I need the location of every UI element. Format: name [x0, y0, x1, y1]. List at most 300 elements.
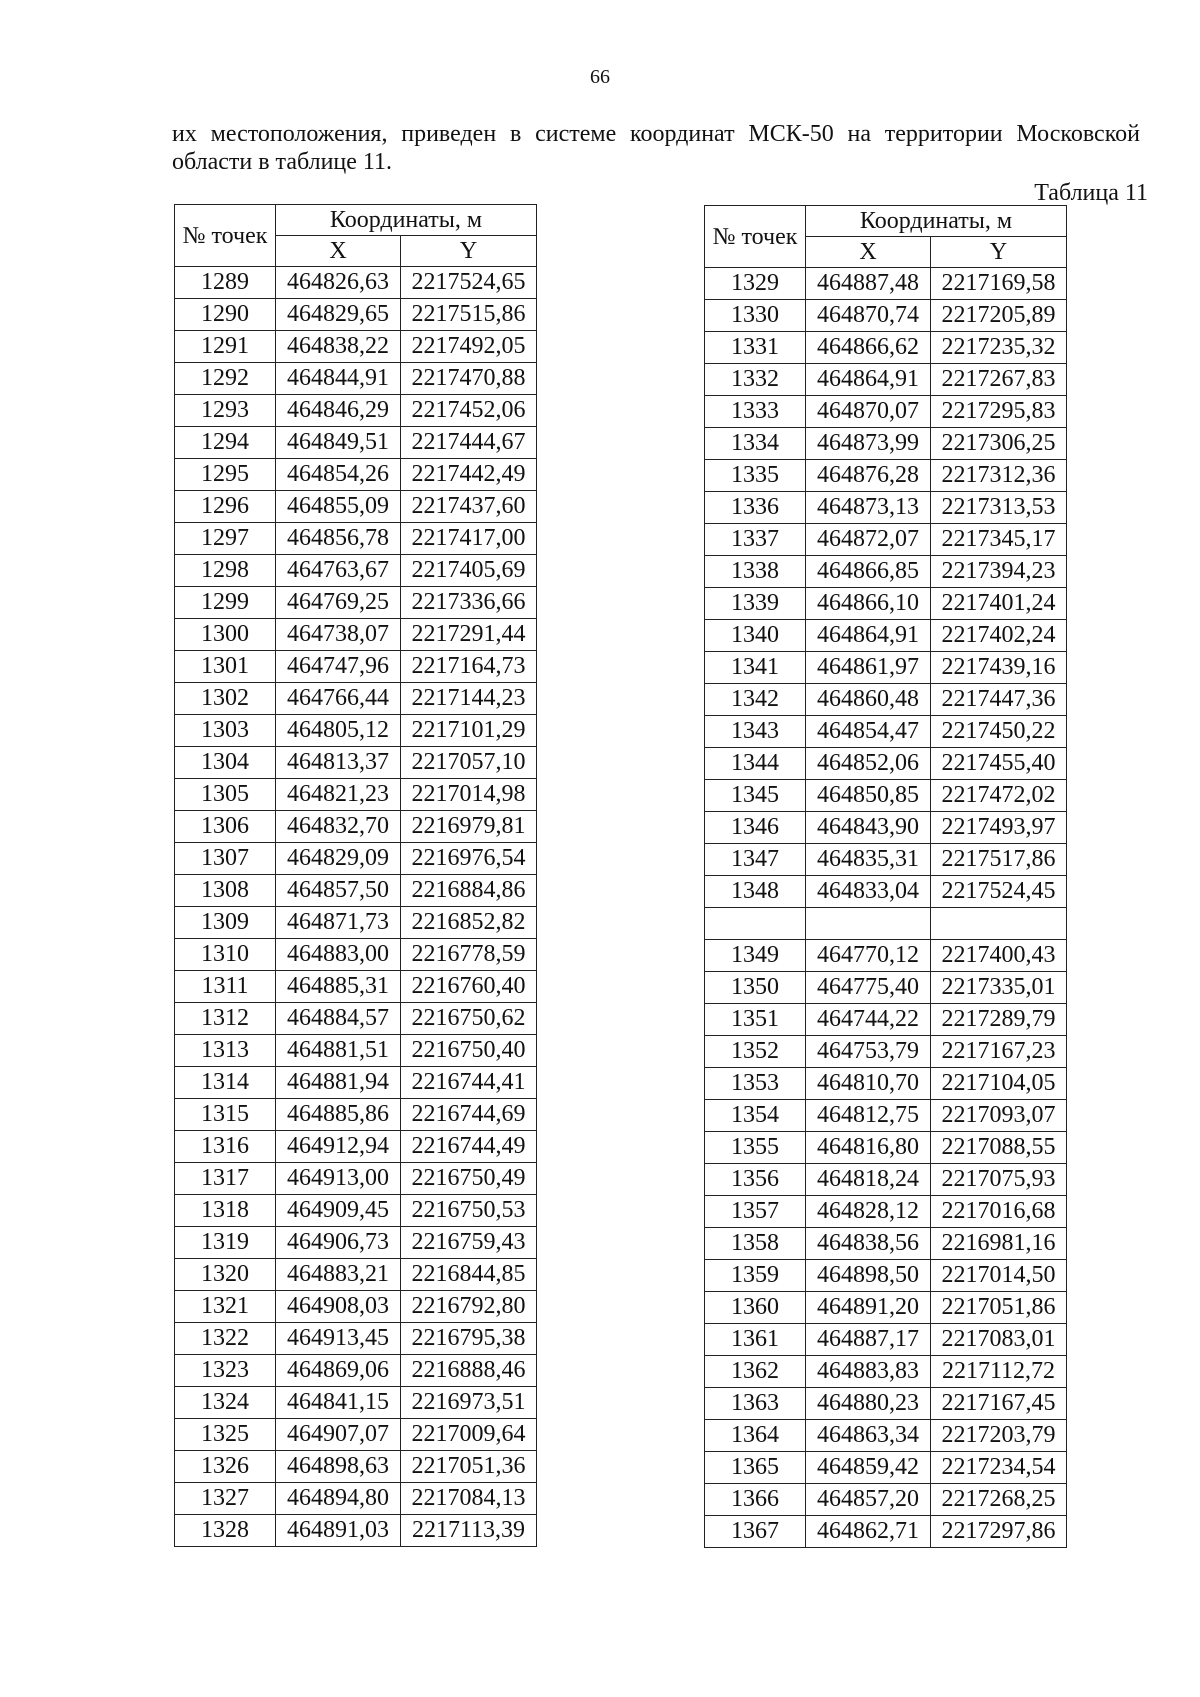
- table-row: [175, 267, 537, 299]
- table-row: [705, 588, 1067, 620]
- x-coordinate-cell: 464857,50: [276, 875, 401, 907]
- y-coordinate-cell: 2216973,51: [401, 1387, 537, 1419]
- table-row: [175, 1451, 537, 1483]
- x-coordinate-cell: 464859,42: [806, 1452, 931, 1484]
- point-number-cell: 1295: [175, 459, 276, 491]
- x-coordinate-cell: 464871,73: [276, 907, 401, 939]
- x-coordinate-cell: 464852,06: [806, 748, 931, 780]
- table-row: [705, 1356, 1067, 1388]
- point-number-cell: 1308: [175, 875, 276, 907]
- y-coordinate-cell: 2217524,65: [401, 267, 537, 299]
- y-coordinate-cell: 2217268,25: [931, 1484, 1067, 1516]
- x-coordinate-cell: 464849,51: [276, 427, 401, 459]
- y-coordinate-cell: 2217167,23: [931, 1036, 1067, 1068]
- table-row: [175, 715, 537, 747]
- header-point-number: № точек: [175, 205, 276, 267]
- point-number-cell: 1346: [705, 812, 806, 844]
- x-coordinate-cell: 464872,07: [806, 524, 931, 556]
- x-coordinate-cell: 464846,29: [276, 395, 401, 427]
- y-coordinate-cell: 2217234,54: [931, 1452, 1067, 1484]
- point-number-cell: 1316: [175, 1131, 276, 1163]
- point-number-cell: 1366: [705, 1484, 806, 1516]
- point-number-cell: 1324: [175, 1387, 276, 1419]
- table-row: [175, 1163, 537, 1195]
- table-row: [175, 1003, 537, 1035]
- x-coordinate-cell: 464881,51: [276, 1035, 401, 1067]
- table-row: [175, 459, 537, 491]
- y-coordinate-cell: 2217051,36: [401, 1451, 537, 1483]
- x-coordinate-cell: 464838,56: [806, 1228, 931, 1260]
- point-number-cell: 1309: [175, 907, 276, 939]
- point-number-cell: 1298: [175, 555, 276, 587]
- y-coordinate-cell: 2216750,49: [401, 1163, 537, 1195]
- point-number-cell: 1326: [175, 1451, 276, 1483]
- x-coordinate-cell: 464873,99: [806, 428, 931, 460]
- x-coordinate-cell: 464860,48: [806, 684, 931, 716]
- table-row: [175, 779, 537, 811]
- x-coordinate-cell: 464880,23: [806, 1388, 931, 1420]
- x-coordinate-cell: 464747,96: [276, 651, 401, 683]
- x-coordinate-cell: 464866,85: [806, 556, 931, 588]
- table-row: [175, 1131, 537, 1163]
- y-coordinate-cell: 2216884,86: [401, 875, 537, 907]
- table-row: [705, 364, 1067, 396]
- point-number-cell: 1294: [175, 427, 276, 459]
- header-x: X: [806, 237, 931, 268]
- table-row: [705, 1164, 1067, 1196]
- table-row: [705, 1260, 1067, 1292]
- point-number-cell: 1331: [705, 332, 806, 364]
- point-number-cell: 1327: [175, 1483, 276, 1515]
- table-row: [175, 1323, 537, 1355]
- y-coordinate-cell: 2217312,36: [931, 460, 1067, 492]
- point-number-cell: [705, 908, 806, 940]
- y-coordinate-cell: 2216759,43: [401, 1227, 537, 1259]
- x-coordinate-cell: 464835,31: [806, 844, 931, 876]
- y-coordinate-cell: 2217057,10: [401, 747, 537, 779]
- point-number-cell: 1367: [705, 1516, 806, 1548]
- x-coordinate-cell: 464912,94: [276, 1131, 401, 1163]
- table-row: [705, 972, 1067, 1004]
- point-number-cell: 1325: [175, 1419, 276, 1451]
- table-row: [705, 844, 1067, 876]
- point-number-cell: 1307: [175, 843, 276, 875]
- table-row: [705, 1132, 1067, 1164]
- table-row: [175, 395, 537, 427]
- point-number-cell: 1313: [175, 1035, 276, 1067]
- y-coordinate-cell: 2217169,58: [931, 268, 1067, 300]
- table-row: [175, 1227, 537, 1259]
- x-coordinate-cell: 464826,63: [276, 267, 401, 299]
- y-coordinate-cell: 2217014,50: [931, 1260, 1067, 1292]
- x-coordinate-cell: 464908,03: [276, 1291, 401, 1323]
- point-number-cell: 1329: [705, 268, 806, 300]
- x-coordinate-cell: 464844,91: [276, 363, 401, 395]
- y-coordinate-cell: 2217205,89: [931, 300, 1067, 332]
- page-number: 66: [590, 66, 610, 88]
- point-number-cell: 1290: [175, 299, 276, 331]
- point-number-cell: 1365: [705, 1452, 806, 1484]
- x-coordinate-cell: 464862,71: [806, 1516, 931, 1548]
- x-coordinate-cell: 464863,34: [806, 1420, 931, 1452]
- y-coordinate-cell: 2216792,80: [401, 1291, 537, 1323]
- point-number-cell: 1321: [175, 1291, 276, 1323]
- y-coordinate-cell: 2217394,23: [931, 556, 1067, 588]
- table-row: [705, 332, 1067, 364]
- x-coordinate-cell: 464770,12: [806, 940, 931, 972]
- x-coordinate-cell: 464894,80: [276, 1483, 401, 1515]
- table-row: [705, 876, 1067, 908]
- x-coordinate-cell: 464881,94: [276, 1067, 401, 1099]
- y-coordinate-cell: 2217437,60: [401, 491, 537, 523]
- y-coordinate-cell: 2216778,59: [401, 939, 537, 971]
- point-number-cell: 1299: [175, 587, 276, 619]
- x-coordinate-cell: 464810,70: [806, 1068, 931, 1100]
- table-row: [705, 1516, 1067, 1548]
- y-coordinate-cell: 2216795,38: [401, 1323, 537, 1355]
- y-coordinate-cell: 2217289,79: [931, 1004, 1067, 1036]
- y-coordinate-cell: 2217014,98: [401, 779, 537, 811]
- table-row: [175, 1419, 537, 1451]
- y-coordinate-cell: 2217402,24: [931, 620, 1067, 652]
- point-number-cell: 1300: [175, 619, 276, 651]
- point-number-cell: 1337: [705, 524, 806, 556]
- table-row: [705, 620, 1067, 652]
- y-coordinate-cell: 2217144,23: [401, 683, 537, 715]
- point-number-cell: 1319: [175, 1227, 276, 1259]
- x-coordinate-cell: 464850,85: [806, 780, 931, 812]
- y-coordinate-cell: 2217291,44: [401, 619, 537, 651]
- x-coordinate-cell: 464883,21: [276, 1259, 401, 1291]
- header-point-number: № точек: [705, 206, 806, 268]
- x-coordinate-cell: 464829,65: [276, 299, 401, 331]
- y-coordinate-cell: 2216844,85: [401, 1259, 537, 1291]
- point-number-cell: 1306: [175, 811, 276, 843]
- y-coordinate-cell: 2217492,05: [401, 331, 537, 363]
- point-number-cell: 1342: [705, 684, 806, 716]
- y-coordinate-cell: 2217101,29: [401, 715, 537, 747]
- table-row: [705, 1388, 1067, 1420]
- table-row: [705, 1196, 1067, 1228]
- x-coordinate-cell: 464873,13: [806, 492, 931, 524]
- point-number-cell: 1310: [175, 939, 276, 971]
- table-row: [175, 1067, 537, 1099]
- point-number-cell: 1301: [175, 651, 276, 683]
- header-coordinates: Координаты, м: [806, 206, 1067, 237]
- x-coordinate-cell: 464906,73: [276, 1227, 401, 1259]
- y-coordinate-cell: 2216852,82: [401, 907, 537, 939]
- y-coordinate-cell: 2217235,32: [931, 332, 1067, 364]
- x-coordinate-cell: 464766,44: [276, 683, 401, 715]
- table-row: [175, 1355, 537, 1387]
- table-row: [705, 1324, 1067, 1356]
- y-coordinate-cell: 2216760,40: [401, 971, 537, 1003]
- y-coordinate-cell: 2217295,83: [931, 396, 1067, 428]
- point-number-cell: 1293: [175, 395, 276, 427]
- y-coordinate-cell: 2217167,45: [931, 1388, 1067, 1420]
- header-y: Y: [931, 237, 1067, 268]
- x-coordinate-cell: 464870,74: [806, 300, 931, 332]
- x-coordinate-cell: 464854,47: [806, 716, 931, 748]
- point-number-cell: 1363: [705, 1388, 806, 1420]
- y-coordinate-cell: 2217336,66: [401, 587, 537, 619]
- point-number-cell: 1303: [175, 715, 276, 747]
- x-coordinate-cell: 464855,09: [276, 491, 401, 523]
- x-coordinate-cell: [806, 908, 931, 940]
- coordinates-table-right: [704, 205, 1067, 1548]
- table-row: [705, 1484, 1067, 1516]
- x-coordinate-cell: 464883,83: [806, 1356, 931, 1388]
- table-row: [175, 1291, 537, 1323]
- point-number-cell: 1358: [705, 1228, 806, 1260]
- point-number-cell: 1360: [705, 1292, 806, 1324]
- x-coordinate-cell: 464876,28: [806, 460, 931, 492]
- table-row: [175, 811, 537, 843]
- y-coordinate-cell: 2217093,07: [931, 1100, 1067, 1132]
- table-row: [175, 651, 537, 683]
- x-coordinate-cell: 464763,67: [276, 555, 401, 587]
- y-coordinate-cell: 2217313,53: [931, 492, 1067, 524]
- point-number-cell: 1357: [705, 1196, 806, 1228]
- table-row: [175, 363, 537, 395]
- x-coordinate-cell: 464812,75: [806, 1100, 931, 1132]
- x-coordinate-cell: 464857,20: [806, 1484, 931, 1516]
- table-row: [705, 780, 1067, 812]
- point-number-cell: 1323: [175, 1355, 276, 1387]
- table-row: [705, 524, 1067, 556]
- point-number-cell: 1296: [175, 491, 276, 523]
- y-coordinate-cell: 2217417,00: [401, 523, 537, 555]
- point-number-cell: 1312: [175, 1003, 276, 1035]
- table-row: [175, 907, 537, 939]
- y-coordinate-cell: 2217442,49: [401, 459, 537, 491]
- x-coordinate-cell: 464864,91: [806, 364, 931, 396]
- table-row: [705, 684, 1067, 716]
- table-row: [175, 523, 537, 555]
- point-number-cell: 1353: [705, 1068, 806, 1100]
- point-number-cell: 1352: [705, 1036, 806, 1068]
- y-coordinate-cell: 2217084,13: [401, 1483, 537, 1515]
- header-x: X: [276, 236, 401, 267]
- x-coordinate-cell: 464891,20: [806, 1292, 931, 1324]
- y-coordinate-cell: 2217088,55: [931, 1132, 1067, 1164]
- table-row: [705, 1004, 1067, 1036]
- header-coordinates: Координаты, м: [276, 205, 537, 236]
- y-coordinate-cell: 2216981,16: [931, 1228, 1067, 1260]
- table-row: [705, 748, 1067, 780]
- x-coordinate-cell: 464884,57: [276, 1003, 401, 1035]
- point-number-cell: 1355: [705, 1132, 806, 1164]
- x-coordinate-cell: 464887,48: [806, 268, 931, 300]
- y-coordinate-cell: 2216888,46: [401, 1355, 537, 1387]
- x-coordinate-cell: 464769,25: [276, 587, 401, 619]
- x-coordinate-cell: 464861,97: [806, 652, 931, 684]
- x-coordinate-cell: 464841,15: [276, 1387, 401, 1419]
- point-number-cell: 1341: [705, 652, 806, 684]
- point-number-cell: 1336: [705, 492, 806, 524]
- y-coordinate-cell: 2216744,69: [401, 1099, 537, 1131]
- table-row: [705, 1452, 1067, 1484]
- point-number-cell: 1361: [705, 1324, 806, 1356]
- x-coordinate-cell: 464805,12: [276, 715, 401, 747]
- point-number-cell: 1334: [705, 428, 806, 460]
- y-coordinate-cell: 2217439,16: [931, 652, 1067, 684]
- x-coordinate-cell: 464738,07: [276, 619, 401, 651]
- table-row: [705, 268, 1067, 300]
- y-coordinate-cell: 2216750,53: [401, 1195, 537, 1227]
- point-number-cell: 1311: [175, 971, 276, 1003]
- point-number-cell: 1292: [175, 363, 276, 395]
- table-row: [705, 492, 1067, 524]
- point-number-cell: 1339: [705, 588, 806, 620]
- y-coordinate-cell: 2217009,64: [401, 1419, 537, 1451]
- y-coordinate-cell: 2217113,39: [401, 1515, 537, 1547]
- x-coordinate-cell: 464838,22: [276, 331, 401, 363]
- point-number-cell: 1304: [175, 747, 276, 779]
- table-row: [705, 460, 1067, 492]
- point-number-cell: 1302: [175, 683, 276, 715]
- x-coordinate-cell: 464913,45: [276, 1323, 401, 1355]
- y-coordinate-cell: 2217450,22: [931, 716, 1067, 748]
- point-number-cell: 1314: [175, 1067, 276, 1099]
- table-row: [175, 555, 537, 587]
- y-coordinate-cell: 2217455,40: [931, 748, 1067, 780]
- table-row: [705, 556, 1067, 588]
- point-number-cell: 1347: [705, 844, 806, 876]
- table-row: [705, 1068, 1067, 1100]
- point-number-cell: 1318: [175, 1195, 276, 1227]
- table-row: [705, 1292, 1067, 1324]
- table-row: [705, 428, 1067, 460]
- x-coordinate-cell: 464885,31: [276, 971, 401, 1003]
- point-number-cell: 1328: [175, 1515, 276, 1547]
- point-number-cell: 1320: [175, 1259, 276, 1291]
- point-number-cell: 1332: [705, 364, 806, 396]
- x-coordinate-cell: 464891,03: [276, 1515, 401, 1547]
- x-coordinate-cell: 464833,04: [806, 876, 931, 908]
- header-y: Y: [401, 236, 537, 267]
- y-coordinate-cell: 2217112,72: [931, 1356, 1067, 1388]
- x-coordinate-cell: 464885,86: [276, 1099, 401, 1131]
- y-coordinate-cell: 2216744,41: [401, 1067, 537, 1099]
- point-number-cell: 1317: [175, 1163, 276, 1195]
- x-coordinate-cell: 464828,12: [806, 1196, 931, 1228]
- x-coordinate-cell: 464866,10: [806, 588, 931, 620]
- y-coordinate-cell: 2217075,93: [931, 1164, 1067, 1196]
- x-coordinate-cell: 464907,07: [276, 1419, 401, 1451]
- table-row: [175, 299, 537, 331]
- y-coordinate-cell: 2217400,43: [931, 940, 1067, 972]
- table-row: [175, 1483, 537, 1515]
- x-coordinate-cell: 464821,23: [276, 779, 401, 811]
- y-coordinate-cell: 2217051,86: [931, 1292, 1067, 1324]
- y-coordinate-cell: 2216750,40: [401, 1035, 537, 1067]
- point-number-cell: 1362: [705, 1356, 806, 1388]
- y-coordinate-cell: 2217444,67: [401, 427, 537, 459]
- table-row: [175, 683, 537, 715]
- x-coordinate-cell: 464775,40: [806, 972, 931, 1004]
- point-number-cell: 1338: [705, 556, 806, 588]
- table-row: [705, 1100, 1067, 1132]
- y-coordinate-cell: 2217493,97: [931, 812, 1067, 844]
- table-row: [175, 1035, 537, 1067]
- point-number-cell: 1289: [175, 267, 276, 299]
- table-row: [175, 971, 537, 1003]
- table-row: [175, 1387, 537, 1419]
- x-coordinate-cell: 464883,00: [276, 939, 401, 971]
- table-row: [175, 843, 537, 875]
- x-coordinate-cell: 464854,26: [276, 459, 401, 491]
- y-coordinate-cell: 2217203,79: [931, 1420, 1067, 1452]
- y-coordinate-cell: 2216979,81: [401, 811, 537, 843]
- table-row: [175, 1195, 537, 1227]
- y-coordinate-cell: 2216976,54: [401, 843, 537, 875]
- point-number-cell: 1322: [175, 1323, 276, 1355]
- point-number-cell: 1344: [705, 748, 806, 780]
- y-coordinate-cell: [931, 908, 1067, 940]
- point-number-cell: 1351: [705, 1004, 806, 1036]
- x-coordinate-cell: 464856,78: [276, 523, 401, 555]
- table-row: [175, 939, 537, 971]
- table-row: [175, 491, 537, 523]
- y-coordinate-cell: 2217515,86: [401, 299, 537, 331]
- point-number-cell: 1343: [705, 716, 806, 748]
- point-number-cell: 1345: [705, 780, 806, 812]
- table-row: [705, 908, 1067, 940]
- x-coordinate-cell: 464869,06: [276, 1355, 401, 1387]
- y-coordinate-cell: 2217470,88: [401, 363, 537, 395]
- y-coordinate-cell: 2217472,02: [931, 780, 1067, 812]
- x-coordinate-cell: 464829,09: [276, 843, 401, 875]
- y-coordinate-cell: 2217345,17: [931, 524, 1067, 556]
- table-row: [705, 396, 1067, 428]
- table-row: [705, 940, 1067, 972]
- x-coordinate-cell: 464898,50: [806, 1260, 931, 1292]
- table-row: [705, 716, 1067, 748]
- y-coordinate-cell: 2217335,01: [931, 972, 1067, 1004]
- x-coordinate-cell: 464813,37: [276, 747, 401, 779]
- table-row: [705, 1420, 1067, 1452]
- y-coordinate-cell: 2216744,49: [401, 1131, 537, 1163]
- y-coordinate-cell: 2217517,86: [931, 844, 1067, 876]
- y-coordinate-cell: 2216750,62: [401, 1003, 537, 1035]
- table-row: [175, 427, 537, 459]
- point-number-cell: 1348: [705, 876, 806, 908]
- table-row: [705, 1036, 1067, 1068]
- x-coordinate-cell: 464866,62: [806, 332, 931, 364]
- point-number-cell: 1330: [705, 300, 806, 332]
- y-coordinate-cell: 2217306,25: [931, 428, 1067, 460]
- y-coordinate-cell: 2217267,83: [931, 364, 1067, 396]
- y-coordinate-cell: 2217524,45: [931, 876, 1067, 908]
- x-coordinate-cell: 464913,00: [276, 1163, 401, 1195]
- table-row: [705, 652, 1067, 684]
- point-number-cell: 1340: [705, 620, 806, 652]
- intro-paragraph: их местоположения, приведен в системе координат МСК-50 на территории Московской области в таблице 11.: [172, 121, 1140, 175]
- point-number-cell: 1333: [705, 396, 806, 428]
- x-coordinate-cell: 464898,63: [276, 1451, 401, 1483]
- point-number-cell: 1350: [705, 972, 806, 1004]
- y-coordinate-cell: 2217016,68: [931, 1196, 1067, 1228]
- table-row: [175, 619, 537, 651]
- x-coordinate-cell: 464843,90: [806, 812, 931, 844]
- point-number-cell: 1356: [705, 1164, 806, 1196]
- x-coordinate-cell: 464818,24: [806, 1164, 931, 1196]
- table-row: [175, 747, 537, 779]
- x-coordinate-cell: 464864,91: [806, 620, 931, 652]
- table-row: [175, 1259, 537, 1291]
- table-row: [175, 1099, 537, 1131]
